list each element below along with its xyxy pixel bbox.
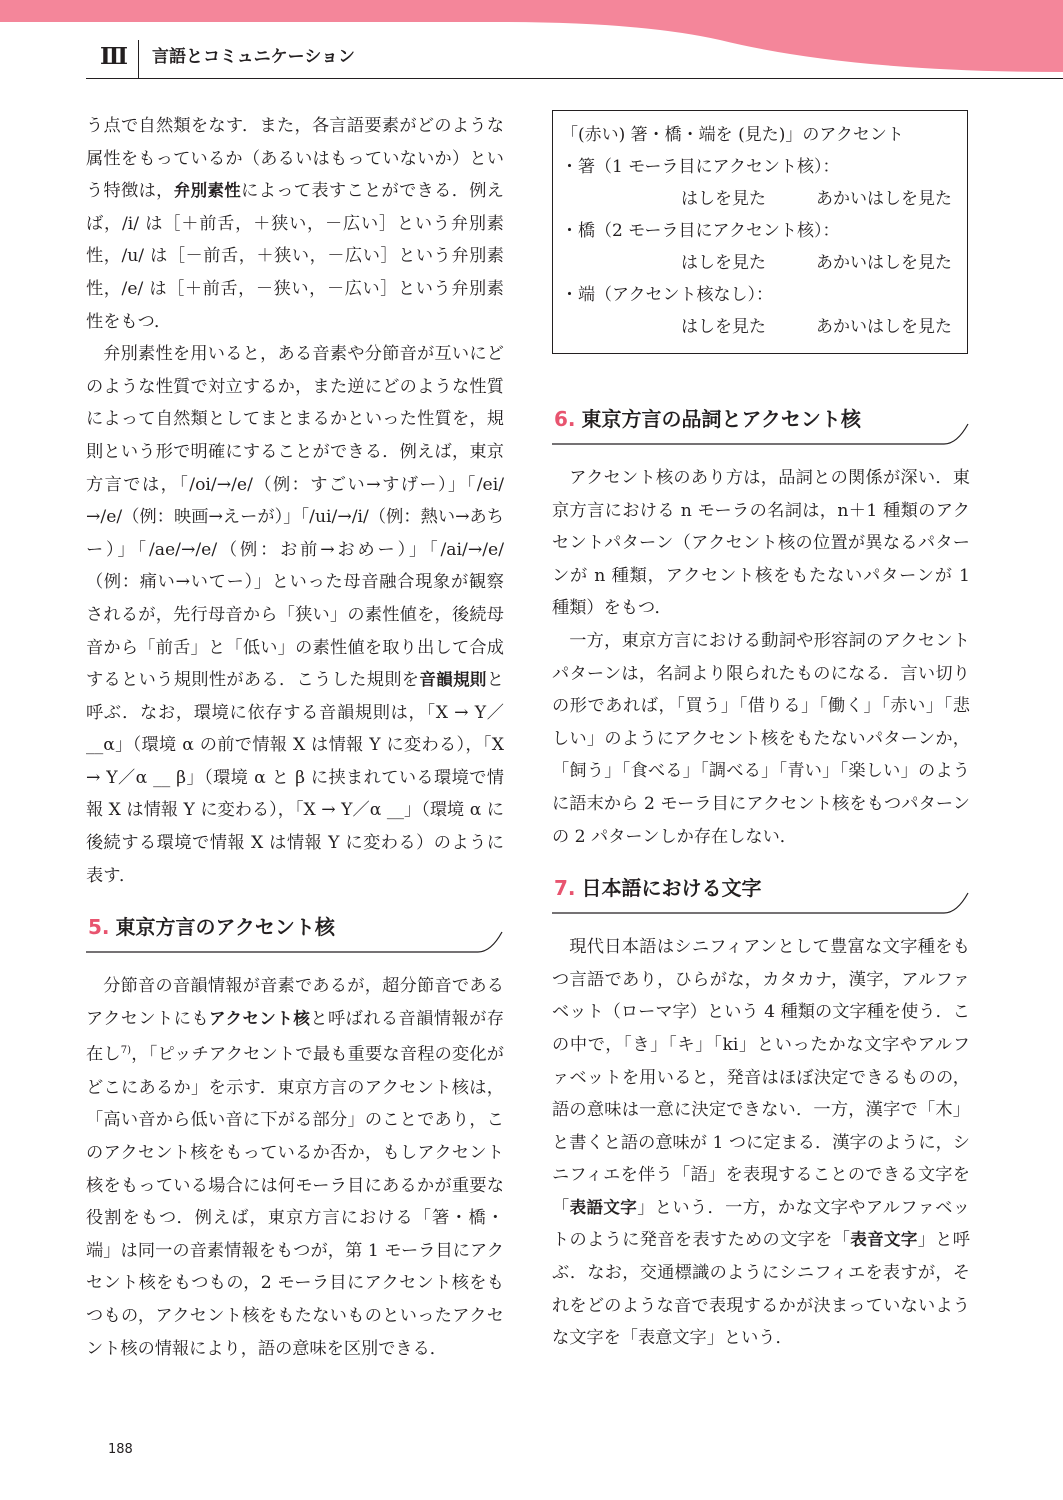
- accent-example: あかいはしを見た: [816, 317, 952, 337]
- accent-example: あかいはしを見た: [816, 189, 952, 209]
- keyword: 表語文字: [569, 1197, 638, 1217]
- box-row-label: ・橋（2 モーラ目にアクセント核）：: [561, 221, 840, 241]
- section-title: 東京方言のアクセント核: [115, 915, 335, 940]
- section-number: 5.: [88, 915, 110, 940]
- keyword: 音韻規則: [419, 670, 487, 690]
- section-heading-7: [552, 869, 970, 915]
- box-row-label: ・端（アクセント核なし）：: [561, 285, 773, 305]
- chapter-title: 言語とコミュニケーション: [152, 47, 355, 67]
- header-divider: [138, 40, 139, 78]
- box-row-label: ・箸（1 モーラ目にアクセント核）：: [561, 157, 840, 177]
- section-title: 東京方言の品詞とアクセント核: [581, 407, 861, 431]
- paragraph: 一方，東京方言における動詞や形容詞のアクセントパターンは，名詞より限られたものになる．言い切りの形であれば，「買う」「借りる」「働く」「赤い」「悲しい」のようにアクセント核をもたないパターンか，「飼う」「食べる」「調べる」「青い」「楽しい」のように語末から 2 モーラ目にアクセント核をもつパターンの 2 パターンしか存在しない．: [552, 630, 970, 847]
- box-row-examples: [561, 247, 967, 279]
- accent-example-box: [552, 110, 968, 354]
- header-rule: [86, 78, 1063, 79]
- box-row-examples: [561, 311, 967, 343]
- paragraph: 分節音の音韻情報が音素であるが，超分節音であるアクセントにもアクセント核と呼ばれる音韻情報が存在し$^{7)}$，「ピッチアクセントで最も重要な音程の変化がどこにあるか」を示す．東京方言のアクセント核は，「高い音から低い音に下がる部分」のことであり，このアクセント核をもっているか否か，もしアクセント核をもっている場合には何モーラ目にあるかが重要な役割をもつ．例えば，東京方言における「箸・橋・端」は同一の音素情報をもつが，第 1 モーラ目にアクセント核をもつもの，2 モーラ目にアクセント核をもつもの，アクセント核をもたないものといったアクセント核の情報により，語の意味を区別できる．: [86, 976, 504, 1359]
- keyword: 弁別素性: [173, 181, 242, 201]
- accent-example: あかいはしを見た: [816, 253, 952, 273]
- page-number: 188: [108, 1442, 133, 1457]
- section-heading-6: [552, 400, 970, 446]
- right-column: [552, 400, 970, 1355]
- box-row-examples: [561, 183, 967, 215]
- left-column: [86, 110, 504, 1365]
- box-title: 「(赤い) 箸・橋・端を (見た)」のアクセント: [561, 125, 904, 145]
- chapter-number: Ⅲ: [100, 43, 128, 70]
- section-number: 7.: [554, 876, 576, 901]
- accent-example: はしを見た: [681, 189, 766, 209]
- paragraph: 弁別素性を用いると，ある音素や分節音が互いにどのような性質で対立するか，また逆にどのような性質によって自然類としてまとまるかといった性質を，規則という形で明確にすることができる．例えば，東京方言では，「/oi/→/e/（例：すごい→すげー）」「/ei/→/e/（例：映画→えーが）」「/ui/→/i/（例：熱い→あちー）」「/ae/→/e/（例：お前→おめー）」「/ai/→/e/（例：痛い→いてー）」といった母音融合現象が観察されるが，先行母音から「狭い」の素性値を，後続母音から「前舌」と「低い」の素性値を取り出して合成するという規則性がある．こうした規則を音韻規則と呼ぶ．なお，環境に依存する音韻規則は，「X → Y／__α」（環境 α の前で情報 X は情報 Y に変わる），「X → Y／α __ β」（環境 α と β に挟まれている環境で情報 X は情報 Y に変わる），「X → Y／α __」（環境 α に後続する環境で情報 X は情報 Y に変わる）のように表す．: [86, 344, 504, 886]
- accent-example: はしを見た: [681, 253, 766, 273]
- citation-ref: 7): [120, 1045, 132, 1057]
- section-number: 6.: [554, 407, 576, 431]
- paragraph: アクセント核のあり方は，品詞との関係が深い．東京方言における n モーラの名詞は，n＋1 種類のアクセントパターン（アクセント核の位置が異なるパターンが n 種類，アクセント核をもたないパターンが 1 種類）をもつ．: [552, 468, 970, 619]
- keyword: アクセント核: [209, 1008, 311, 1028]
- section-title: 日本語における文字: [581, 876, 762, 901]
- section-heading-5: [86, 908, 504, 954]
- paragraph: う点で自然類をなす．また，各言語要素がどのような属性をもっているか（あるいはもっていないか）という特徴は，弁別素性によって表すことができる．例えば，/i/ は［＋前舌，＋狭い，－広い］という弁別素性，/u/ は［－前舌，＋狭い，－広い］という弁別素性，/e/ は［＋前舌，－狭い，－広い］という弁別素性をもつ．: [86, 116, 504, 332]
- accent-example: はしを見た: [681, 317, 766, 337]
- keyword: 表音文字: [850, 1230, 918, 1250]
- paragraph: 現代日本語はシニフィアンとして豊富な文字種をもつ言語であり，ひらがな，カタカナ，漢字，アルファベット（ローマ字）という 4 種類の文字種を使う．この中で，「き」「キ」「ki」といったかな文字やアルファベットを用いると，発音はほぼ決定できるものの，語の意味は一意に決定できない．一方，漢字で「木」と書くと語の意味が 1 つに定まる．漢字のように，シニフィエを伴う「語」を表現することのできる文字を「表語文字」という．一方，かな文字やアルファベットのように発音を表すための文字を「表音文字」と呼ぶ．なお，交通標識のようにシニフィエを表すが，それをどのような音で表現するかが決まっていないような文字を「表意文字」という．: [552, 937, 970, 1349]
